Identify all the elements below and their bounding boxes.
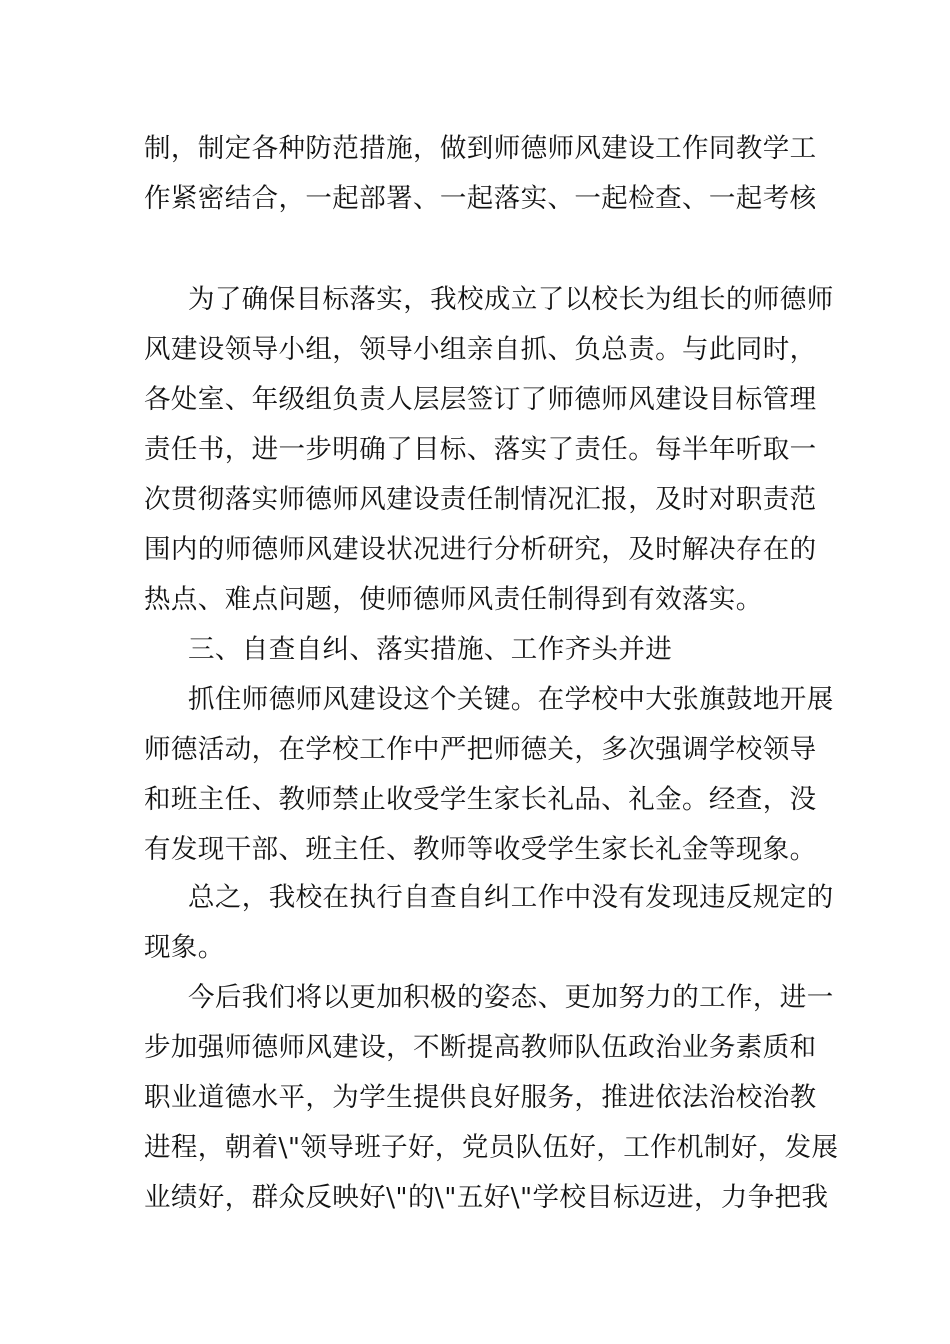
text-line: 现象。 [144, 932, 225, 963]
text-line: 次贯彻落实师德师风建设责任制情况汇报，及时对职责范 [144, 484, 817, 515]
text-line: 作紧密结合，一起部署、一起落实、一起检查、一起考核 [144, 183, 817, 214]
text-line: 今后我们将以更加积极的姿态、更加努力的工作，进一 [188, 982, 834, 1013]
text-line: 热点、难点问题，使师德师风责任制得到有效落实。 [144, 584, 763, 615]
paragraph-future-plans [144, 973, 839, 1223]
text-line: 步加强师德师风建设，不断提高教师队伍政治业务素质和 [144, 1032, 817, 1063]
text-line: 有发现干部、班主任、教师等收受学生家长礼金等现象。 [144, 834, 817, 865]
text-line: 师德活动，在学校工作中严把师德关，多次强调学校领导 [144, 734, 817, 765]
text-line: 各处室、年级组负责人层层签订了师德师风建设目标管理 [144, 384, 817, 415]
text-line: 总之，我校在执行自查自纠工作中没有发现违反规定的 [188, 882, 834, 913]
text-line: 抓住师德师风建设这个关键。在学校中大张旗鼓地开展 [188, 684, 834, 715]
text-line: 三、自查自纠、落实措施、工作齐头并进 [188, 634, 673, 665]
text-line: 进程，朝着\"领导班子好，党员队伍好，工作机制好，发展 [144, 1132, 839, 1163]
text-line: 职业道德水平，为学生提供良好服务，推进依法治校治教 [144, 1082, 817, 1113]
section-heading [144, 625, 808, 675]
paragraph-continuation [144, 124, 817, 224]
text-line: 业绩好，群众反映好\"的\"五好\"学校目标迈进，力争把我 [144, 1182, 829, 1213]
text-line: 风建设领导小组，领导小组亲自抓、负总责。与此同时， [144, 334, 817, 365]
text-line: 为了确保目标落实，我校成立了以校长为组长的师德师 [188, 284, 834, 315]
paragraph-key-points [144, 675, 834, 875]
paragraph-summary [144, 873, 834, 973]
paragraph-target-implementation [144, 275, 834, 625]
text-line: 围内的师德师风建设状况进行分析研究，及时解决存在的 [144, 534, 817, 565]
text-line: 和班主任、教师禁止收受学生家长礼品、礼金。经查，没 [144, 784, 817, 815]
text-line: 制，制定各种防范措施，做到师德师风建设工作同教学工 [144, 133, 817, 164]
text-line: 责任书，进一步明确了目标、落实了责任。每半年听取一 [144, 434, 817, 465]
